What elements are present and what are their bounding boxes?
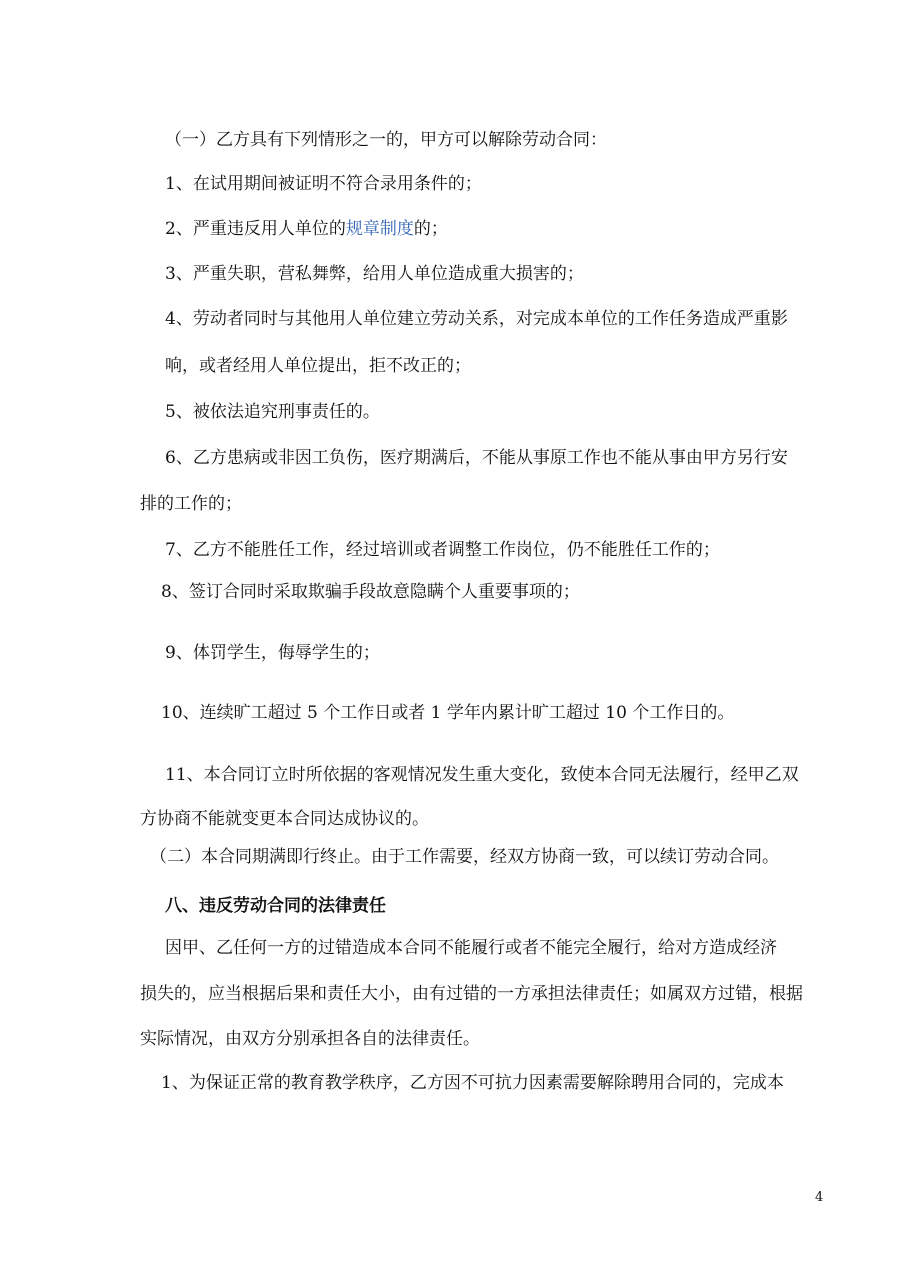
- item-4-line-1: 4、劳动者同时与其他用人单位建立劳动关系，对完成本单位的工作任务造成严重影: [165, 309, 788, 329]
- item-6-line-1: 6、乙方患病或非因工负伤，医疗期满后，不能从事原工作也不能从事由甲方另行安: [165, 448, 788, 468]
- clause-2: （二）本合同期满即行终止。由于工作需要，经双方协商一致，可以续订劳动合同。: [150, 847, 779, 867]
- item-8: 8、签订合同时采取欺骗手段故意隐瞒个人重要事项的；: [161, 582, 580, 602]
- item-11-line-2: 方协商不能就变更本合同达成协议的。: [140, 809, 429, 829]
- item-10: 10、连续旷工超过 5 个工作日或者 1 学年内累计旷工超过 10 个工作日的。: [161, 703, 735, 723]
- liability-line-1: 因甲、乙任何一方的过错造成本合同不能履行或者不能完全履行，给对方造成经济: [165, 938, 777, 958]
- page-number: 4: [815, 1190, 824, 1205]
- item-2-text: 2、严重违反用人单位的: [165, 219, 346, 239]
- item-2-end: 的；: [413, 219, 448, 239]
- item-2: [165, 218, 448, 240]
- liability-line-2: 损失的，应当根据后果和责任大小，由有过错的一方承担法律责任；如属双方过错，根据: [140, 984, 803, 1004]
- clause-1-heading: （一）乙方具有下列情形之一的，甲方可以解除劳动合同：: [165, 130, 607, 150]
- liability-line-3: 实际情况，由双方分别承担各自的法律责任。: [140, 1029, 480, 1049]
- item-7: 7、乙方不能胜任工作，经过培训或者调整工作岗位，仍不能胜任工作的；: [165, 540, 720, 560]
- item-4-line-2: 响，或者经用人单位提出，拒不改正的；: [165, 356, 471, 376]
- item-9: 9、体罚学生，侮辱学生的；: [165, 643, 380, 663]
- item-3: 3、严重失职，营私舞弊，给用人单位造成重大损害的；: [165, 264, 584, 284]
- item-5: 5、被依法追究刑事责任的。: [165, 402, 380, 422]
- rules-link[interactable]: 规章制度: [345, 219, 414, 239]
- section-8-heading: 八、违反劳动合同的法律责任: [165, 896, 386, 916]
- item-6-line-2: 排的工作的；: [140, 494, 242, 514]
- item-1: 1、在试用期间被证明不符合录用条件的；: [165, 174, 482, 194]
- liability-item-1: 1、为保证正常的教育教学秩序，乙方因不可抗力因素需要解除聘用合同的，完成本: [161, 1073, 784, 1093]
- item-11-line-1: 11、本合同订立时所依据的客观情况发生重大变化，致使本合同无法履行，经甲乙双: [165, 765, 799, 785]
